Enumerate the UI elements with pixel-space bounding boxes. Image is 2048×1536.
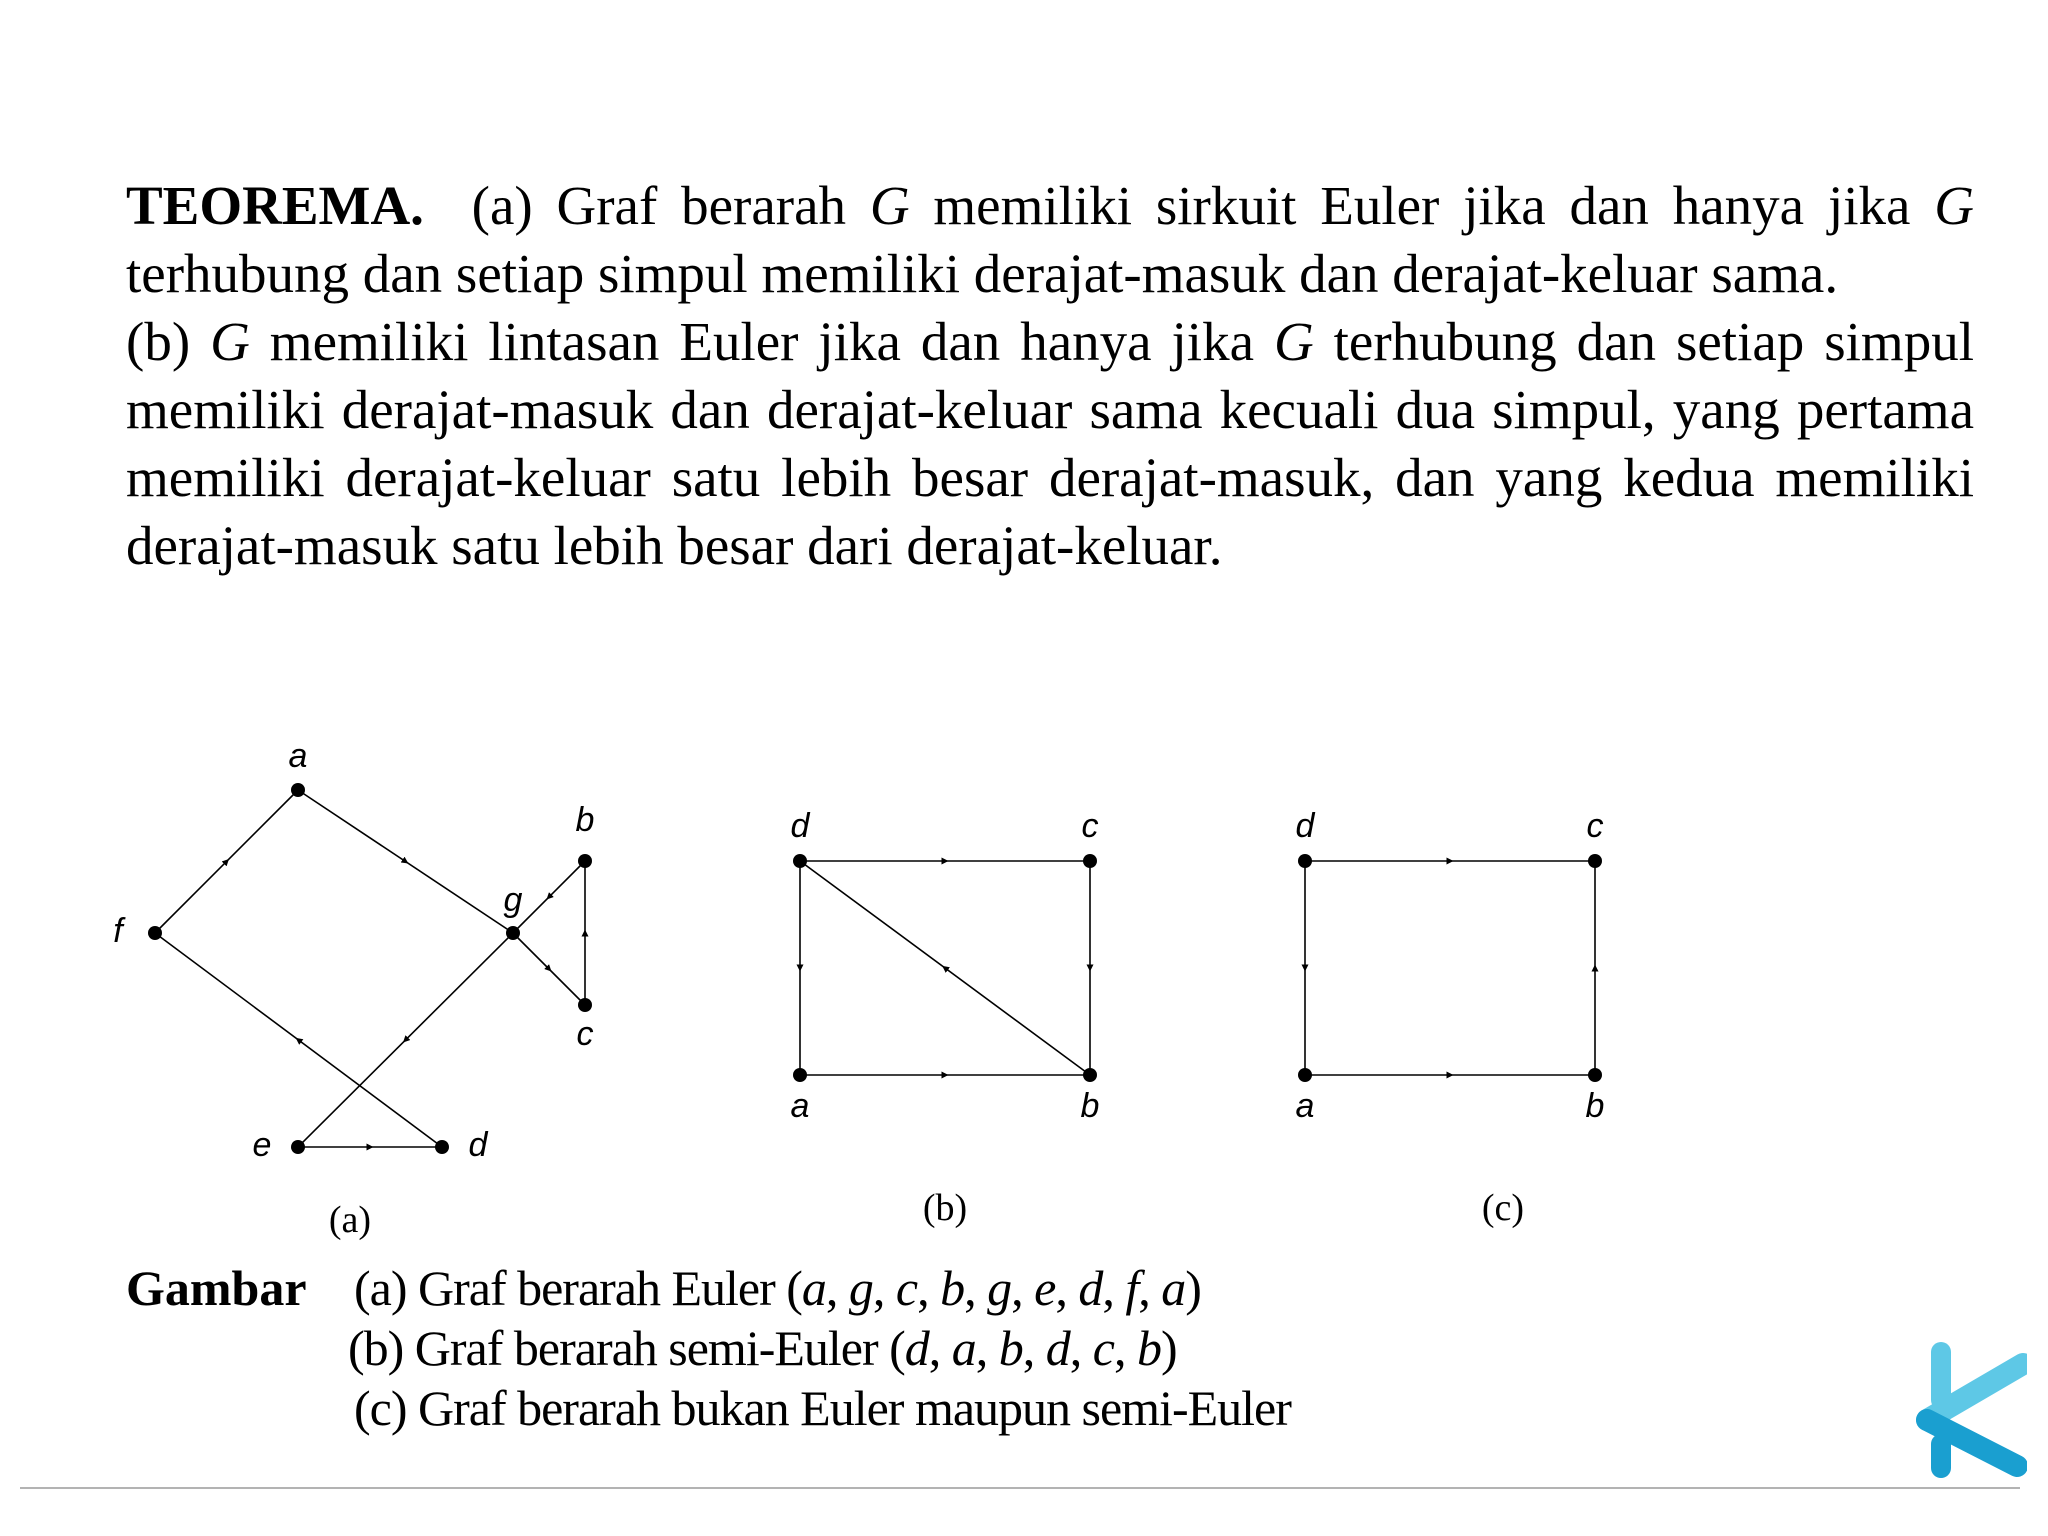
caption-line-c: (c) Graf berarah bukan Euler maupun semi-Euler bbox=[354, 1380, 1291, 1436]
graph-c bbox=[1296, 807, 1605, 1229]
vertex-d bbox=[793, 854, 807, 868]
vertex-d bbox=[1298, 854, 1312, 868]
vertex-label-c: c bbox=[1586, 806, 1604, 845]
vertex-c bbox=[1588, 854, 1602, 868]
vertex-label-f: f bbox=[113, 911, 123, 950]
caption-line-a: (a) Graf berarah Euler (a, g, c, b, g, e, d, f, a) bbox=[354, 1260, 1201, 1316]
vertex-b bbox=[1083, 1068, 1097, 1082]
edge-b-d bbox=[800, 861, 1090, 1075]
vertex-label-c: c bbox=[1081, 806, 1099, 845]
edge-g-e bbox=[298, 933, 513, 1147]
vertex-d bbox=[435, 1140, 449, 1154]
edge-d-f bbox=[155, 933, 442, 1147]
vertex-label-d: d bbox=[468, 1125, 488, 1164]
vertex-a bbox=[291, 783, 305, 797]
vertex-label-c: c bbox=[576, 1014, 594, 1053]
vertex-e bbox=[291, 1140, 305, 1154]
vertex-label-b: b bbox=[1080, 1086, 1100, 1125]
vertex-label-b: b bbox=[1585, 1086, 1605, 1125]
edge-b-g bbox=[513, 861, 585, 933]
vertex-label-e: e bbox=[252, 1125, 272, 1164]
vertex-g bbox=[506, 926, 520, 940]
vertex-c bbox=[1083, 854, 1097, 868]
caption-line-b: (b) Graf berarah semi-Euler (d, a, b, d, c, b) bbox=[348, 1320, 1177, 1376]
theorem-part-b: (b) G memiliki lintasan Euler jika dan hanya jika G terhubung dan setiap simpul memiliki derajat-masuk dan derajat-keluar sama kecuali dua simpul, yang pertama memiliki derajat-keluar satu lebih besar derajat-masuk, dan yang kedua memiliki derajat-masuk satu lebih besar dari derajat-keluar. bbox=[126, 311, 1974, 576]
graph-caption-c: (c) bbox=[1481, 1187, 1525, 1229]
edge-a-g bbox=[298, 790, 513, 933]
vertex-c bbox=[578, 998, 592, 1012]
vertex-label-b: b bbox=[575, 800, 595, 839]
graph-caption-a: (a) bbox=[328, 1199, 372, 1241]
vertex-label-d: d bbox=[1295, 806, 1315, 845]
vertex-label-d: d bbox=[790, 806, 810, 845]
theorem-part-a-text: (a) Graf berarah G memiliki sirkuit Euler jika dan hanya jika G terhubung dan setiap simpul memiliki derajat-masuk dan derajat-keluar sama. bbox=[126, 175, 1974, 304]
figure-caption bbox=[126, 1258, 1526, 1438]
vertex-f bbox=[148, 926, 162, 940]
vertex-b bbox=[578, 854, 592, 868]
graph-caption-b: (b) bbox=[922, 1187, 968, 1229]
edge-f-a bbox=[155, 790, 298, 933]
k-logo-icon bbox=[1905, 1340, 2027, 1480]
vertex-label-a: a bbox=[1295, 1086, 1315, 1125]
theorem-label: TEOREMA. bbox=[126, 175, 424, 236]
vertex-a bbox=[1298, 1068, 1312, 1082]
caption-label: Gambar bbox=[126, 1260, 307, 1316]
vertex-b bbox=[1588, 1068, 1602, 1082]
footer-divider bbox=[20, 1487, 2020, 1489]
vertex-label-a: a bbox=[790, 1086, 810, 1125]
vertex-a bbox=[793, 1068, 807, 1082]
graph-b bbox=[791, 807, 1100, 1229]
graph-a bbox=[113, 737, 594, 1241]
vertex-label-g: g bbox=[503, 880, 523, 919]
edge-g-c bbox=[513, 933, 585, 1005]
vertex-label-a: a bbox=[288, 736, 308, 775]
